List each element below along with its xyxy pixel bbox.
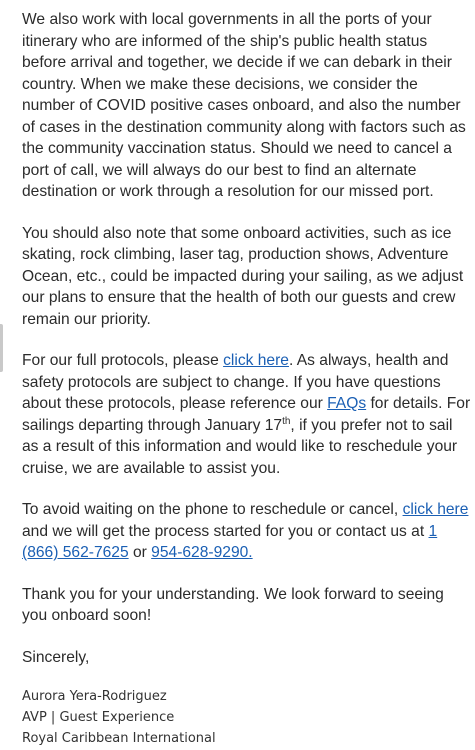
paragraph-protocols	[22, 350, 472, 479]
email-body	[22, 9, 472, 749]
reschedule-text-1: To avoid waiting on the phone to reschedule or cancel,	[22, 501, 403, 518]
reschedule-text-2: and we will get the process started for you or contact us at	[22, 522, 429, 540]
phone-link-local[interactable]: 954-628-9290.	[151, 544, 253, 561]
signature-title: AVP | Guest Experience	[22, 710, 175, 725]
protocols-text-4: , if you prefer not to sail as a result of this information and would like to reschedule your cruise, we are available to assist you.	[22, 416, 458, 477]
signature-name: Aurora Yera-Rodriguez	[22, 689, 167, 704]
phone-link-toll-free[interactable]: 1 (866) 562-7625	[22, 522, 438, 561]
closing-salutation: Sincerely,	[22, 648, 90, 666]
protocols-click-here-link[interactable]: click here	[223, 352, 289, 369]
signature-company: Royal Caribbean International	[22, 731, 216, 746]
protocols-text-1: For our full protocols, please	[22, 352, 224, 369]
signature-block	[22, 686, 472, 749]
protocols-text-2: . As always, health and safety protocols are subject to change. If you have questions about these protocols, please reference our	[22, 352, 449, 412]
faqs-link[interactable]: FAQs	[327, 395, 367, 412]
ordinal-suffix: th	[282, 415, 291, 427]
protocols-text-3: for details. For sailings departing through January 17	[22, 395, 471, 434]
reschedule-click-here-link[interactable]: click here	[402, 501, 469, 518]
paragraph-thank-you: Thank you for your understanding. We look forward to seeing you onboard soon!	[22, 585, 444, 624]
paragraph-onboard-activities: You should also note that some onboard activities, such as ice skating, rock climbing, laser tag, production shows, Adventure Ocean, etc., could be impacted during your sailing, as we adjust our plans to ensure that the health of both our guests and crew remain our priority.	[22, 224, 464, 328]
paragraph-reschedule	[22, 499, 472, 564]
paragraph-port-decisions: We also work with local governments in all the ports of your itinerary who are informed of the ship's public health status before arrival and together, we decide if we can debark in their country. When we make these decisions, we consider the number of COVID positive cases onboard, and also the number of cases in the destination community along with factors such as the community vaccination status. Should we need to cancel a port of call, we will always do our best to find an alternate destination or work through a resolution for our missed port.	[22, 11, 466, 200]
reschedule-text-3: or	[128, 544, 152, 561]
scroll-edge-indicator	[0, 324, 3, 372]
